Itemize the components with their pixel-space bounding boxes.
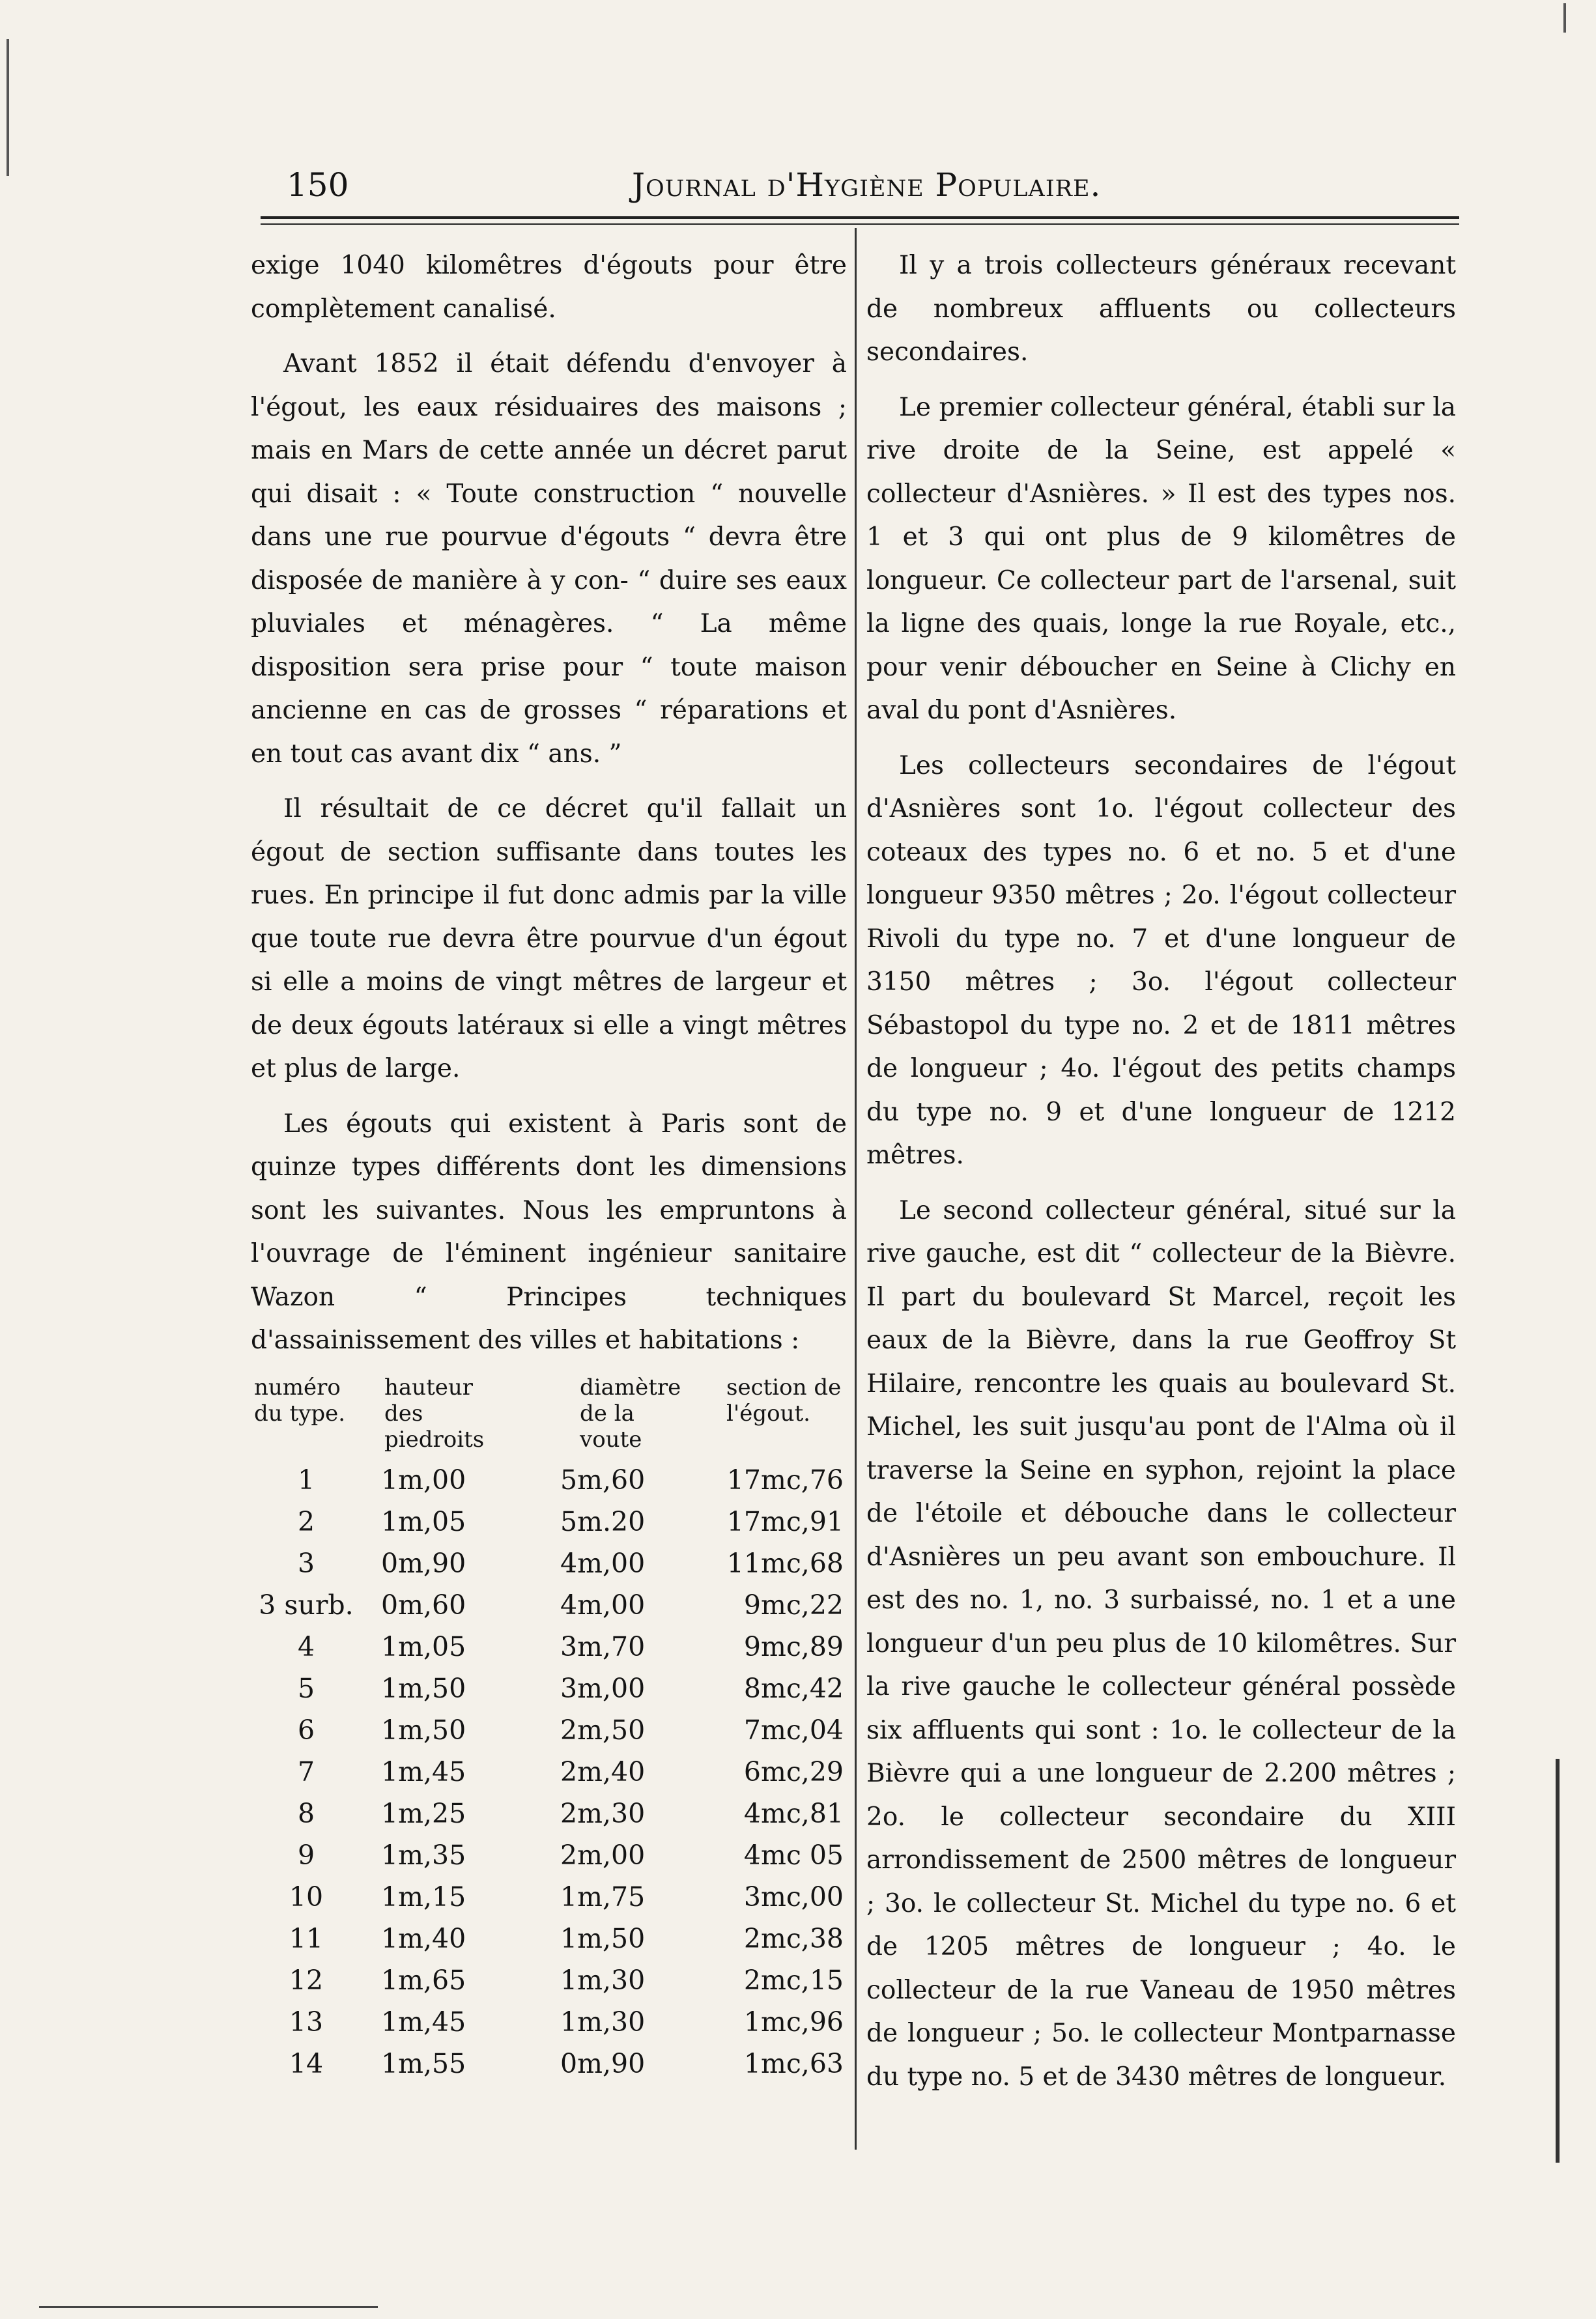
table-cell: 1mc,96 [743,2006,844,2038]
page-number: 150 [287,166,349,204]
table-cell: 13 [289,2006,324,2038]
table-row [251,1709,847,1751]
table-cell: 2m,00 [560,1839,646,1871]
table-cell: 1m,25 [381,1797,466,1829]
table-row [251,1793,847,1834]
page-header [287,166,1153,205]
scan-edge-mark [1563,3,1566,33]
table-cell: 11mc,68 [726,1547,844,1579]
column-divider [855,228,857,2150]
table-cell: 3 surb. [259,1589,354,1621]
table-cell: 2mc,15 [743,1964,844,1996]
table-row [251,1959,847,2001]
table-row [251,1459,847,1501]
table-row [251,1751,847,1793]
table-cell: 1m,75 [560,1881,646,1913]
table-header-cell: numéro du type. [254,1374,346,1427]
table-cell: 1 [297,1464,315,1496]
table-cell: 3mc,00 [743,1881,844,1913]
table-cell: 1m,45 [381,2006,466,2038]
table-cell: 9mc,89 [743,1630,844,1662]
paragraph: Les collecteurs secondaires de l'égout d'Asnières sont 1o. l'égout collecteur des coteaux des types no. 6 et no. 5 et d'une longueur 9350 mêtres ; 2o. l'égout collecteur Rivoli du type no. 7 et d'une longueur de 3150 mêtres ; 3o. l'égout collecteur Sébastopol du type no. 2 et de 1811 mêtres de longueur ; 4o. l'égout des petits champs du type no. 9 et d'une longueur de 1212 mêtres. [866,750,1456,1170]
table-cell: 9 [297,1839,315,1871]
paragraph: Le premier collecteur général, établi sur la rive droite de la Seine, est appelé « collecteur d'Asnières. » Il est des types nos. 1 et 3 qui ont plus de 9 kilomêtres de longueur. Ce collecteur part de l'arsenal, suit la ligne des quais, longe la rue Royale, etc., pour venir déboucher en Seine à Clichy en aval du pont d'Asnières. [866,392,1456,725]
scan-edge-mark [39,2306,378,2308]
table-cell: 17mc,76 [726,1464,844,1496]
paragraph: Il y a trois collecteurs généraux recevant de nombreux affluents ou collecteurs secondaires. [866,251,1456,367]
table-header [251,1374,847,1453]
table-row [251,1876,847,1918]
table-cell: 1m,30 [560,2006,646,2038]
table-row [251,1626,847,1668]
table-cell: 14 [289,2047,324,2079]
table-cell: 1m,30 [560,1964,646,1996]
table-cell: 4 [297,1630,315,1662]
table-cell: 1m,00 [381,1464,466,1496]
table-header-cell: hauteur des piedroits [384,1374,485,1453]
table-cell: 8mc,42 [743,1672,844,1704]
table-cell: 1m,15 [381,1881,466,1913]
table-header-cell: section de l'égout. [726,1374,842,1427]
table-row [251,2043,847,2084]
table-cell: 5m,60 [560,1464,646,1496]
right-column [866,244,1456,2111]
table-cell: 6mc,29 [743,1756,844,1787]
table-cell: 0m,90 [560,2047,646,2079]
table-cell: 1m,55 [381,2047,466,2079]
scan-edge-mark [7,39,9,176]
table-cell: 5m.20 [560,1505,646,1537]
scan-edge-mark [1556,1759,1560,2163]
table-cell: 1m,45 [381,1756,466,1787]
paragraph: Avant 1852 il était défendu d'envoyer à l'égout, les eaux résiduaires des maisons ; mais en Mars de cette année un décret parut qui disait : « Toute construction “ nouvelle dans une rue pourvue d'égouts “ devra être disposée de manière à y con- “ duire ses eaux pluviales et ménagères. “ La même disposition sera prise pour “ toute maison ancienne en cas de grosses “ réparations et en tout cas avant dix “ ans. ” [251,349,847,769]
table-cell: 3m,00 [560,1672,646,1704]
table-cell: 1m,50 [560,1922,646,1954]
table-cell: 11 [289,1922,324,1954]
table-cell: 4mc 05 [743,1839,844,1871]
table-cell: 1m,40 [381,1922,466,1954]
table-cell: 9mc,22 [743,1589,844,1621]
table-cell: 8 [297,1797,315,1829]
table-cell: 7 [297,1756,315,1787]
table-cell: 6 [297,1714,315,1746]
table-row [251,1668,847,1709]
paragraph: Le second collecteur général, situé sur la rive gauche, est dit “ collecteur de la Bièvre. Il part du boulevard St Marcel, reçoit les eaux de la Bièvre, dans la rue Geoffroy St Hilaire, rencontre les quais au boulevard St. Michel, les suit jusqu'au pont de l'Alma où il traverse la Seine en syphon, rejoint la place de l'étoile et débouche dans le collecteur d'Asnières un peu avant son embouchure. Il est des no. 1, no. 3 surbaissé, no. 1 et a une longueur d'un peu plus de 10 kilomêtres. Sur la rive gauche le collecteur général possède six affluents qui sont : 1o. le collecteur de la Bièvre qui a une longueur de 2.200 mêtres ; 2o. le collecteur secondaire du XIII arrondissement de 2500 mêtres de longueur ; 3o. le collecteur St. Michel du type no. 6 et de 1205 mêtres de longueur ; 4o. le collecteur de la rue Vaneau de 1950 mêtres de longueur ; 5o. le collecteur Montparnasse du type no. 5 et de 3430 mêtres de longueur. [866,1195,1456,2092]
table-cell: 2m,50 [560,1714,646,1746]
table-cell: 1m,50 [381,1672,466,1704]
table-cell: 17mc,91 [726,1505,844,1537]
table-row [251,1584,847,1626]
table-cell: 7mc,04 [743,1714,844,1746]
table-row [251,1543,847,1584]
left-column [251,244,847,2084]
running-title: Journal d'Hygiène Populaire. [632,166,1102,204]
table-cell: 3m,70 [560,1630,646,1662]
table-cell: 1m,05 [381,1505,466,1537]
table-cell: 0m,90 [381,1547,466,1579]
table-cell: 1m,50 [381,1714,466,1746]
table-cell: 4m,00 [560,1589,646,1621]
table-header-cell: diamètre de la voute [580,1374,681,1453]
table-cell: 1m,05 [381,1630,466,1662]
header-rule-thick [261,216,1459,219]
table-cell: 4m,00 [560,1547,646,1579]
header-rule-thin [261,223,1459,225]
paragraph: Les égouts qui existent à Paris sont de quinze types différents dont les dimensions sont les suivantes. Nous les empruntons à l'ouvrage de l'éminent ingénieur sanitaire Wazon “ Principes techniques d'assainissement des villes et habitations : [251,1109,847,1355]
table-cell: 2m,40 [560,1756,646,1787]
table-row [251,1501,847,1543]
table-row [251,1834,847,1876]
table-cell: 1m,35 [381,1839,466,1871]
table-cell: 1m,65 [381,1964,466,1996]
table-cell: 1mc,63 [743,2047,844,2079]
table-cell: 2mc,38 [743,1922,844,1954]
table-cell: 12 [289,1964,324,1996]
table-cell: 3 [297,1547,315,1579]
table-cell: 10 [289,1881,324,1913]
table-cell: 4mc,81 [743,1797,844,1829]
table-row [251,2001,847,2043]
paragraph: Il résultait de ce décret qu'il fallait un égout de section suffisante dans toutes les rues. En principe il fut donc admis par la ville que toute rue devra être pourvue d'un égout si elle a moins de vingt mêtres de largeur et de deux égouts latéraux si elle a vingt mêtres et plus de large. [251,794,847,1083]
paragraph: exige 1040 kilomêtres d'égouts pour être complètement canalisé. [251,251,847,324]
table-cell: 0m,60 [381,1589,466,1621]
table-cell: 2 [297,1505,315,1537]
table-cell: 2m,30 [560,1797,646,1829]
table-row [251,1918,847,1959]
table-cell: 5 [297,1672,315,1704]
